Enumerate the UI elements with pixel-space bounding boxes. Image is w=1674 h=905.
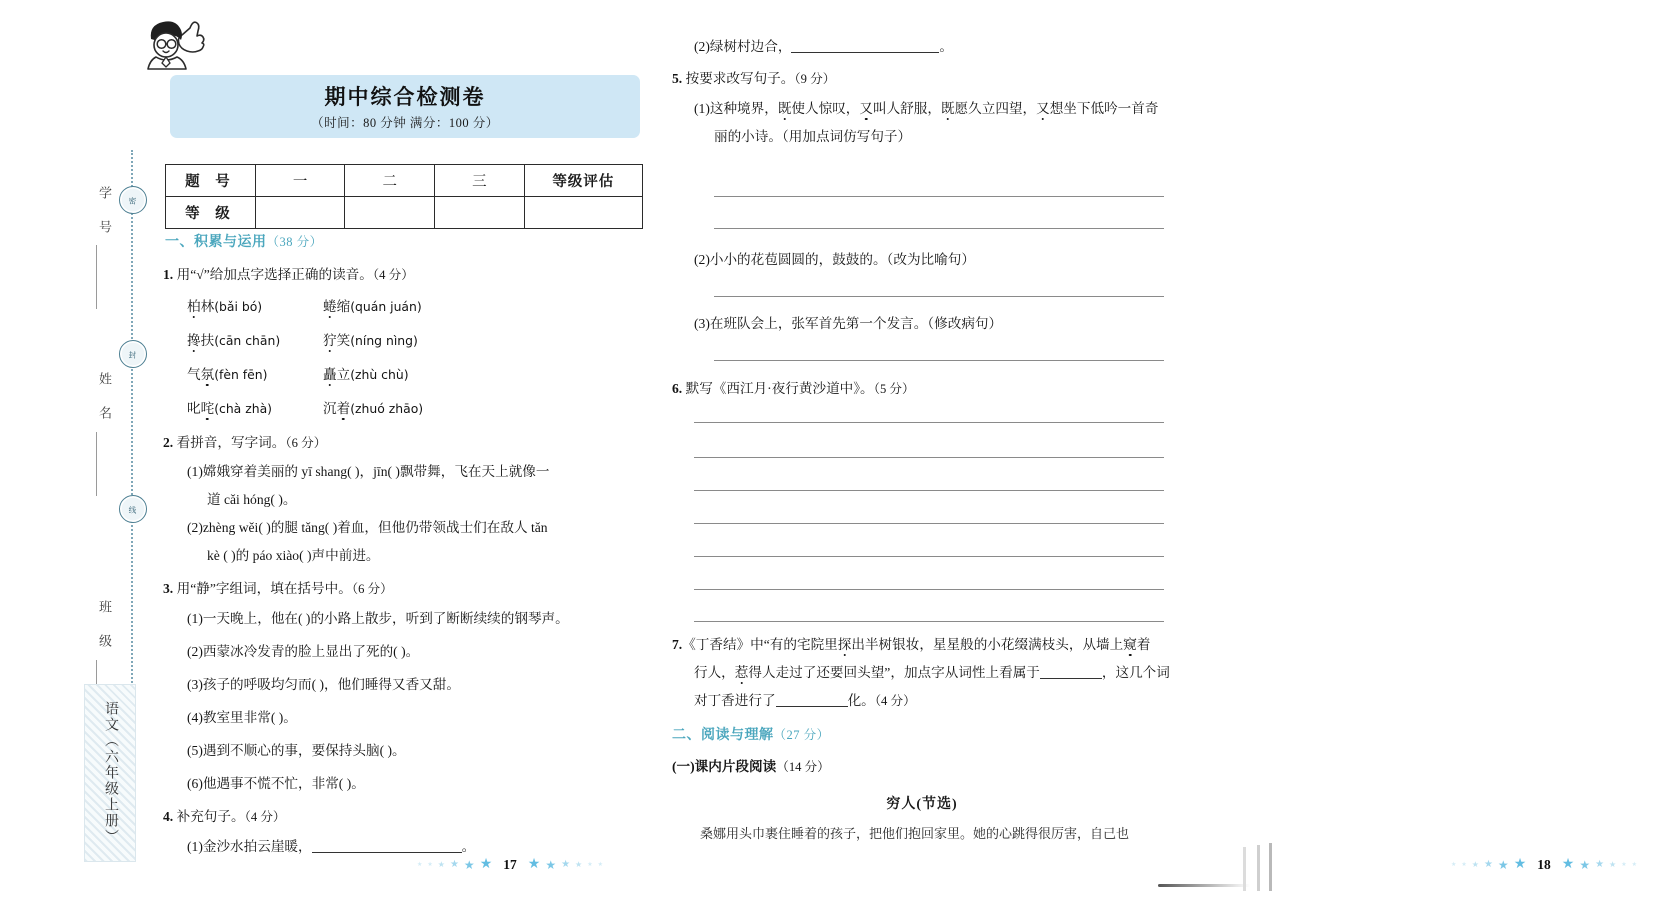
q1-pinyin-1: (bǎi bó) [214, 299, 263, 314]
star-icon: ★ [417, 862, 423, 868]
q1-word-7: 叱咤 [187, 401, 215, 416]
reading-part-1-label: (一)课内片段阅读 [672, 759, 777, 774]
field-class: 班 级 [97, 600, 112, 657]
q3-item-3[interactable]: (3)孩子的呼吸均匀而( )，他们睡得又香又甜。 [187, 677, 460, 692]
reading-part-1-points: （14 分） [776, 760, 830, 774]
q7-line-2-tail: ，这几个词 [1101, 665, 1170, 680]
star-icon: ★ [1595, 859, 1605, 870]
question-1-points: （4 分） [372, 268, 414, 282]
q2-line-2[interactable]: 道 cǎi hóng( )。 [207, 492, 297, 507]
table-header-question-no: 题 号 [166, 165, 256, 197]
q4-item-2-prefix: (2)绿树村边合， [694, 39, 792, 54]
grade-cell-eval[interactable] [524, 197, 642, 229]
q7-line-2 [694, 662, 1170, 683]
star-icon: ★ [527, 857, 541, 872]
subject-label: 语文（六年级上册） [103, 701, 118, 845]
q6-answer-line[interactable] [694, 457, 1164, 458]
question-4-prompt [163, 806, 286, 828]
q4-item-1-suffix: 。 [461, 839, 476, 854]
student-pointing-icon [143, 14, 217, 76]
table-row [166, 165, 643, 197]
table-row [166, 197, 643, 229]
q1-item-5[interactable] [187, 364, 267, 385]
page-number-right: 18 [1537, 857, 1551, 872]
q5-item-1-line-2: 丽的小诗。（用加点词仿写句子） [714, 129, 912, 144]
question-5-points: （9 分） [794, 72, 836, 86]
q1-word-8: 沉着 [323, 401, 351, 416]
seal-char-label: 线 [129, 506, 137, 515]
star-icon: ★ [1609, 860, 1617, 869]
q5-item-3: (3)在班队会上，张军首先第一个发言。（修改病句） [694, 316, 1003, 331]
question-3-text: 用“静”字组词，填在括号中。 [176, 581, 352, 596]
star-icon: ★ [587, 862, 593, 868]
q1-pinyin-8: (zhuó zhāo) [350, 401, 424, 416]
seal-circle-feng [119, 340, 147, 368]
star-icon: ★ [1471, 860, 1479, 869]
q6-answer-line[interactable] [694, 556, 1164, 557]
q1-item-4[interactable] [323, 330, 418, 351]
q7-blank-1[interactable] [1040, 678, 1102, 679]
q2-line-1[interactable]: (1)嫦娥穿着美丽的 yī shang( )，jīn( )飘带舞，飞在天上就像一 [187, 464, 550, 479]
q5-item-2: (2)小小的花苞圆圆的，鼓鼓的。（改为比喻句） [694, 252, 975, 267]
q4-item-2-suffix: 。 [939, 39, 954, 54]
q5-answer-line[interactable] [714, 196, 1164, 197]
book-spine-artifact [1150, 839, 1280, 905]
section-heading-2 [672, 724, 830, 744]
question-5-number: 5. [672, 71, 683, 86]
q1-item-1[interactable] [187, 296, 262, 317]
q1-pinyin-5: (fèn fēn) [214, 367, 268, 382]
field-student-name: 姓 名 [97, 372, 112, 429]
subject-label-box [84, 684, 136, 862]
star-icon: ★ [449, 859, 459, 870]
seal-char-label: 封 [129, 351, 137, 360]
q1-pinyin-4: (níng nìng) [350, 333, 418, 348]
seal-circle-xian [119, 495, 147, 523]
q4-item-1-answer-blank[interactable] [312, 852, 462, 853]
q1-item-2[interactable] [323, 296, 422, 317]
table-header-col-3: 三 [435, 165, 525, 197]
right-page-footer [1414, 857, 1674, 873]
q3-item-5[interactable]: (5)遇到不顺心的事，要保持头脑( )。 [187, 743, 406, 758]
q6-answer-line[interactable] [694, 589, 1164, 590]
q1-word-3: 搀扶 [187, 333, 215, 348]
q4-item-1[interactable] [187, 836, 475, 857]
question-6-points: （5 分） [873, 382, 915, 396]
question-2-text: 看拼音，写字词。 [176, 435, 286, 450]
q1-item-8[interactable] [323, 398, 423, 419]
q1-item-7[interactable] [187, 398, 272, 419]
q3-item-4[interactable]: (4)教室里非常( )。 [187, 710, 297, 725]
right-page-column [672, 0, 1637, 905]
reading-part-1-heading [672, 756, 830, 778]
q5-item-1-line-1: (1)这种境界，既使人惊叹，又叫人舒服，既愿久立四望，又想坐下低吟一首奇 [694, 101, 1159, 116]
star-icon: ★ [1497, 858, 1509, 872]
star-icon: ★ [1461, 862, 1467, 868]
question-5-prompt [672, 68, 835, 90]
q1-item-3[interactable] [187, 330, 280, 351]
question-4-text: 补充句子。 [176, 809, 245, 824]
q3-item-6[interactable]: (6)他遇事不慌不忙，非常( )。 [187, 776, 365, 791]
table-header-grade: 等 级 [166, 197, 256, 229]
page-title: 期中综合检测卷 [324, 85, 486, 109]
q5-answer-line[interactable] [714, 296, 1164, 297]
q1-pinyin-6: (zhù chù) [350, 367, 409, 382]
field-student-id: 学 号 [97, 186, 112, 243]
q1-word-1: 柏林 [187, 299, 215, 314]
star-icon: ★ [1579, 858, 1591, 872]
question-3-number: 3. [163, 581, 174, 596]
star-icon: ★ [1451, 862, 1457, 868]
q7-line-3 [694, 690, 916, 712]
q1-pinyin-2: (quán juán) [350, 299, 422, 314]
q7-line-3-tail: 化。 [847, 693, 875, 708]
table-header-grade-eval: 等级评估 [524, 165, 642, 197]
binding-sidebar [0, 0, 150, 905]
q1-word-5: 气氛 [187, 367, 215, 382]
star-icon: ★ [575, 860, 583, 869]
passage-line-1: 桑娜用头巾裹住睡着的孩子，把他们抱回家里。她的心跳得很厉害，自己也 [700, 826, 1130, 841]
book-edge [1158, 884, 1250, 887]
star-icon: ★ [1483, 859, 1493, 870]
question-6-prompt [672, 378, 915, 400]
q2-line-4[interactable]: kè ( )的 páo xiào( )声中前进。 [207, 548, 380, 563]
grade-cell-2[interactable] [345, 197, 435, 229]
q3-item-2[interactable]: (2)西蒙冰冷发青的脸上显出了死的( )。 [187, 644, 420, 659]
grade-cell-3[interactable] [435, 197, 525, 229]
passage-title: 穷人(节选) [886, 797, 958, 812]
q4-item-2[interactable] [694, 36, 953, 57]
q1-word-6: 矗立 [323, 367, 351, 382]
q2-line-3[interactable]: (2)zhèng wěi( )的腿 tǎng( )着血，但他仍带领战士们在敌人 tǎn [187, 520, 548, 535]
seal-circle-mi [119, 186, 147, 214]
q4-item-2-answer-blank[interactable] [791, 52, 939, 53]
question-2-number: 2. [163, 435, 174, 450]
field-rule [96, 432, 97, 496]
question-4-number: 4. [163, 809, 174, 824]
section-heading-1-points: （38 分） [266, 235, 323, 249]
q1-word-2: 蜷缩 [323, 299, 351, 314]
star-icon: ★ [1631, 862, 1637, 868]
q6-answer-line[interactable] [694, 621, 1164, 622]
table-header-col-2: 二 [345, 165, 435, 197]
question-7-points: （4 分） [874, 694, 916, 708]
grade-cell-1[interactable] [255, 197, 345, 229]
question-4-points: （4 分） [244, 810, 286, 824]
q6-answer-line[interactable] [694, 490, 1164, 491]
question-6-number: 6. [672, 381, 683, 396]
q7-line-1-text: 《丁香结》中“有的宅院里探出半树银妆，星星般的小花缀满枝头，从墙上窥着 [682, 637, 1151, 652]
field-rule [96, 245, 97, 309]
section-heading-2-points: （27 分） [773, 728, 830, 742]
q5-answer-line[interactable] [714, 360, 1164, 361]
question-6-text: 默写《西江月·夜行黄沙道中》。 [685, 381, 874, 396]
star-icon: ★ [597, 862, 603, 868]
question-5-text: 按要求改写句子。 [685, 71, 795, 86]
star-icon: ★ [427, 862, 433, 868]
left-page-column [155, 0, 655, 905]
question-2-points: （6 分） [285, 436, 327, 450]
star-icon: ★ [545, 858, 557, 872]
question-3-prompt [163, 578, 393, 600]
q1-pinyin-3: (cān chān) [214, 333, 281, 348]
question-1-number: 1. [163, 267, 174, 282]
book-page-line [1269, 843, 1272, 891]
q7-line-1 [672, 634, 1150, 655]
book-page-line [1257, 845, 1260, 891]
q3-item-1[interactable]: (1)一天晚上，他在( )的小路上散步，听到了断断续续的钢琴声。 [187, 611, 569, 626]
q1-item-6[interactable] [323, 364, 409, 385]
q7-line-2-text: 行人，惹得人走过了还要回头望”，加点字从词性上看属于 [694, 665, 1040, 680]
section-heading-1 [165, 231, 323, 251]
section-heading-1-text: 一、积累与运用 [165, 235, 267, 250]
exam-meta: （时间：80 分钟 满分：100 分） [311, 116, 499, 130]
table-header-col-1: 一 [255, 165, 345, 197]
q4-item-1-prefix: (1)金沙水拍云崖暖， [187, 839, 312, 854]
page-number-left: 17 [503, 857, 517, 872]
question-1-prompt [163, 264, 414, 286]
star-icon: ★ [463, 858, 475, 872]
question-3-points: （6 分） [351, 582, 393, 596]
q6-answer-line[interactable] [694, 422, 1164, 423]
left-page-footer [380, 857, 640, 873]
question-1-text: 用“√”给加点字选择正确的读音。 [176, 267, 373, 282]
q7-line-3-head: 对丁香进行了 [694, 693, 776, 708]
star-icon: ★ [1621, 862, 1627, 868]
star-icon: ★ [437, 860, 445, 869]
q6-answer-line[interactable] [694, 523, 1164, 524]
book-page-line [1243, 847, 1246, 891]
grade-table [165, 164, 643, 229]
question-7-number: 7. [672, 637, 683, 652]
star-icon: ★ [561, 859, 571, 870]
star-icon: ★ [1513, 857, 1527, 872]
question-2-prompt [163, 432, 326, 454]
title-banner [170, 75, 640, 138]
seal-char-label: 密 [129, 197, 137, 206]
q1-pinyin-7: (chà zhà) [214, 401, 273, 416]
seal-dotted-line [131, 150, 133, 710]
q5-answer-line[interactable] [714, 228, 1164, 229]
section-heading-2-text: 二、阅读与理解 [672, 728, 774, 743]
star-icon: ★ [1561, 857, 1575, 872]
q1-word-4: 狞笑 [323, 333, 351, 348]
q7-blank-2[interactable] [776, 706, 848, 707]
star-icon: ★ [479, 857, 493, 872]
